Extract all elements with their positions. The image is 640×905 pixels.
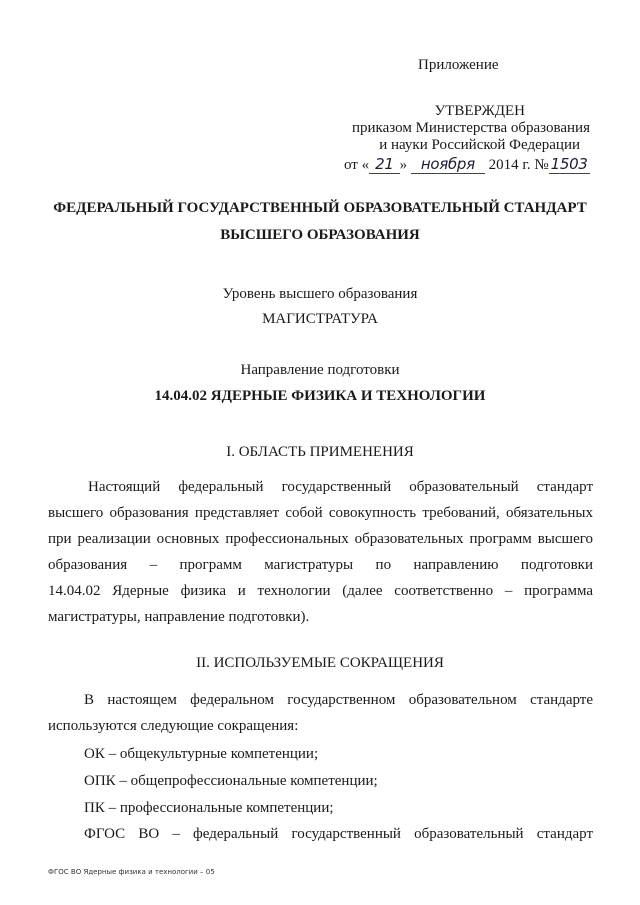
order-date-line — [344, 155, 590, 174]
order-line-2: и науки Российской Федерации — [379, 137, 580, 153]
abbreviation-pk: ПК – профессиональные компетенции; — [84, 800, 334, 816]
date-mid: » — [399, 157, 408, 173]
section-2-heading: II. ИСПОЛЬЗУЕМЫЕ СОКРАЩЕНИЯ — [196, 655, 444, 671]
section-1-line-2: высшего образования представляет собой совокупность требований, обязательных — [48, 505, 593, 521]
section-2-intro-line-2: используются следующие сокращения: — [48, 718, 299, 734]
order-line-1: приказом Министерства образования — [352, 120, 590, 136]
order-number-handwritten: 1503 — [550, 155, 588, 173]
section-2-intro-line-1: В настоящем федеральном государственном образовательном стандарте — [84, 692, 593, 708]
date-year: 2014 г. № — [488, 157, 549, 173]
section-1-line-5: 14.04.02 Ядерные физика и технологии (далее соответственно – программа — [48, 583, 593, 599]
section-1-line-3: при реализации основных профессиональных образовательных программ высшего — [48, 531, 593, 547]
education-level-value: МАГИСТРАТУРА — [262, 311, 378, 327]
section-1-line-1: Настоящий федеральный государственный образовательный стандарт — [88, 479, 593, 495]
document-title-line-2: ВЫСШЕГО ОБРАЗОВАНИЯ — [220, 227, 420, 243]
approval-block — [300, 103, 590, 154]
abbreviation-fgos-vo: ФГОС ВО – федеральный государственный образовательный стандарт — [84, 826, 593, 842]
date-day-handwritten: 21 — [369, 155, 400, 174]
abbreviation-opk: ОПК – общепрофессиональные компетенции; — [84, 773, 378, 789]
section-1-line-4: образования – программ магистратуры по направлению подготовки — [48, 557, 593, 573]
appendix-label: Приложение — [418, 57, 499, 73]
section-1-heading: I. ОБЛАСТЬ ПРИМЕНЕНИЯ — [226, 444, 414, 460]
document-title-line-1: ФЕДЕРАЛЬНЫЙ ГОСУДАРСТВЕННЫЙ ОБРАЗОВАТЕЛЬНЫЙ СТАНДАРТ — [53, 200, 587, 216]
section-1-line-6: магистратуры, направление подготовки). — [48, 609, 310, 625]
page-footer: ФГОС ВО Ядерные физика и технологии – 05 — [48, 868, 215, 876]
approved-label: УТВЕРЖДЕН — [434, 103, 525, 119]
direction-label: Направление подготовки — [240, 362, 400, 378]
date-prefix: от « — [344, 157, 370, 173]
education-level-label: Уровень высшего образования — [222, 286, 418, 302]
direction-value: 14.04.02 ЯДЕРНЫЕ ФИЗИКА И ТЕХНОЛОГИИ — [154, 388, 486, 404]
date-month-handwritten: ноября — [411, 155, 485, 174]
abbreviation-ok: ОК – общекультурные компетенции; — [84, 746, 319, 762]
